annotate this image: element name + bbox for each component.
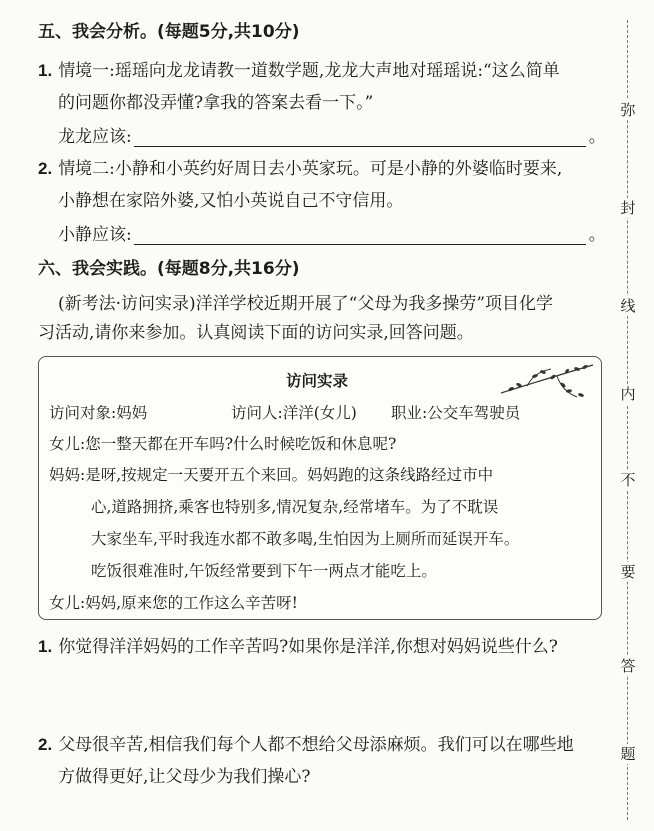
q5-2-line1 [38, 158, 562, 180]
interview-line: 吃饭很难准时,午饭经常要到下午一两点才能吃上。 [91, 562, 437, 580]
q5-2-line2: 小静想在家陪外婆,又怕小英说自己不守信用。 [58, 191, 404, 211]
seal-char: 题 [616, 744, 640, 764]
interview-line: 心,道路拥挤,乘客也特别多,情况复杂,经常堵车。为了不耽误 [91, 498, 499, 516]
section-6-title: 六、我会实践。(每题8分,共16分) [38, 259, 300, 279]
seal-char: 要 [616, 562, 640, 582]
branch-decoration-icon [497, 359, 597, 405]
q5-2-answer-end: 。 [588, 225, 606, 245]
interview-line: 妈妈:是呀,按规定一天要开五个来回。妈妈跑的这条线路经过市中 [49, 466, 494, 484]
interview-line: 女儿:妈妈,原来您的工作这么辛苦呀! [49, 594, 298, 612]
section-5-title: 五、我会分析。(每题5分,共10分) [38, 22, 300, 42]
interview-line: 大家坐车,平时我连水都不敢多喝,生怕因为上厕所而延误开车。 [91, 530, 520, 548]
q6-1-answer-area[interactable] [58, 668, 598, 724]
interview-interviewer: 访问人:洋洋(女儿) [231, 404, 357, 422]
q6-2-text-1: 父母很辛苦,相信我们每个人都不想给父母添麻烦。我们可以在哪些地 [58, 735, 574, 755]
seal-char: 内 [616, 384, 640, 404]
q6-1-line1 [38, 636, 558, 658]
q5-2-text-1: 情境二:小静和小英约好周日去小英家玩。可是小静的外婆临时要来, [58, 159, 563, 179]
seal-char: 封 [616, 198, 640, 218]
q6-2-line1 [38, 734, 574, 756]
seal-margin [610, 20, 646, 820]
section-6-intro-2: 习活动,请你来参加。认真阅读下面的访问实录,回答问题。 [38, 323, 474, 343]
q5-1-line2: 的问题你都没弄懂?拿我的答案去看一下。” [58, 93, 374, 113]
seal-char: 线 [616, 296, 640, 316]
q6-1-number: 1. [38, 637, 53, 656]
q5-1-answer-row [58, 122, 606, 147]
q5-1-text-1: 情境一:瑶瑶向龙龙请教一道数学题,龙龙大声地对瑶瑶说:“这么简单 [58, 61, 560, 81]
section-6-intro-1: (新考法·访问实录)洋洋学校近期开展了“父母为我多操劳”项目化学 [58, 294, 554, 314]
interview-subject: 访问对象:妈妈 [49, 404, 148, 422]
q5-2-answer-label: 小静应该: [58, 225, 132, 245]
seal-dashed-line [627, 20, 628, 820]
q6-1-text-1: 你觉得洋洋妈妈的工作辛苦吗?如果你是洋洋,你想对妈妈说些什么? [58, 637, 558, 657]
q5-2-answer-row [58, 220, 606, 245]
seal-char: 弥 [616, 100, 640, 120]
interview-box [38, 356, 602, 620]
q5-1-answer-field[interactable] [134, 130, 586, 147]
interview-title: 访问实录 [286, 372, 349, 390]
q5-1-answer-label: 龙龙应该: [58, 127, 132, 147]
q5-2-number: 2. [38, 159, 53, 178]
interview-line: 女儿:您一整天都在开车吗?什么时候吃饭和休息呢? [49, 435, 397, 453]
q6-2-number: 2. [38, 735, 53, 754]
q5-1-answer-end: 。 [588, 127, 606, 147]
interview-occupation: 职业:公交车驾驶员 [391, 404, 521, 422]
q6-2-line2: 方做得更好,让父母少为我们操心? [58, 767, 311, 787]
q5-1-number: 1. [38, 61, 53, 80]
q5-2-answer-field[interactable] [134, 228, 586, 245]
seal-char: 不 [616, 470, 640, 490]
q5-1-line1 [38, 60, 560, 82]
seal-char: 答 [616, 656, 640, 676]
q6-2-answer-area[interactable] [58, 796, 598, 826]
